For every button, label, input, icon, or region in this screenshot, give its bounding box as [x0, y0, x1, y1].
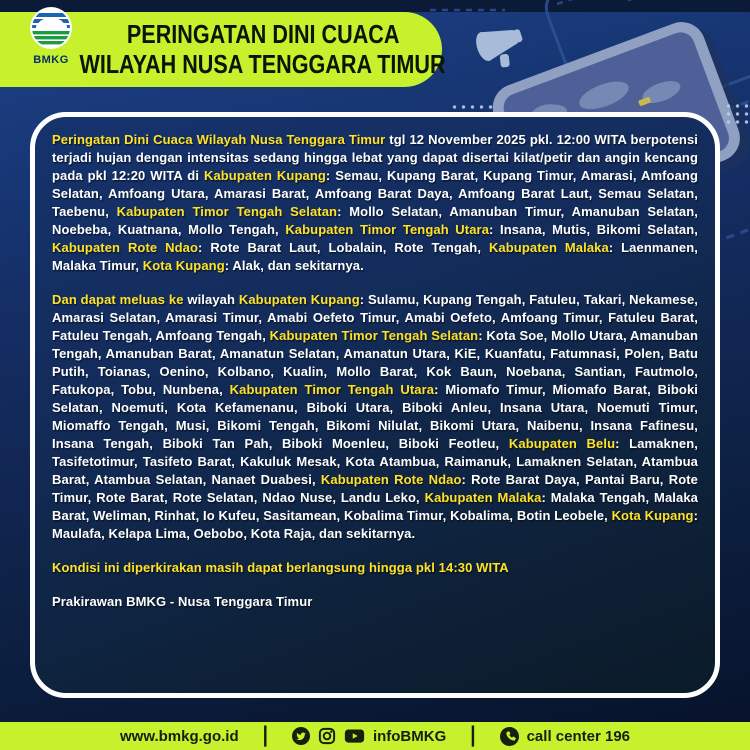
warning-paragraph-expansion: Dan dapat meluas ke wilayah Kabupaten Kupang: Sulamu, Kupang Tengah, Fatuleu, Takari, Nekamese, Amarasi Selatan, Amarasi Timur, Amabi Oefeto Timur, Amabi Oefeto, Amfoang Timur, Fatuleu Barat, Fatuleu Tengah, Amfoang Tengah, Kabupaten Timor Tengah Selatan: Kota Soe, Mollo Utara, Amanuban Tengah, Amanuban Barat, Amanatun Selatan, Amanatun Utara, KiE, Kuanfatu, Fatumnasi, Polen, Batu Putih, Toianas, Oenino, Kolbano, Kualin, Mollo Barat, Kok Baun, Noebana, Santian, Fautmolo, Fatukopa, Tobu, Nunbena, Kabupaten Timor Tengah Utara: Miomafo Timur, Miomafo Barat, Biboki Selatan, Noemuti, Kota Kefamenanu, Biboki Utara, Biboki Anleu, Insana Utara, Noemuti Timur, Miomaffo Tengah, Musi, Bikomi Tengah, Bikomi Nilulat, Bikomi Utara, Naibenu, Insana Fafinesu, Insana Tengah, Biboki Tan Pah, Biboki Moenleu, Biboki Feotleu, Kabupaten Belu: Lamaknen, Tasifetotimur, Tasifeto Barat, Kakuluk Mesak, Kota Atambua, Raimanuk, Lamaknen Selatan, Atambua Barat, Atambua Selatan, Nanaet Duabesi, Kabupaten Rote Ndao: Rote Barat Daya, Pantai Baru, Rote Timur, Rote Barat, Rote Selatan, Ndao Nuse, Landu Leko, Kabupaten Malaka: Malaka Tengah, Malaka Barat, Weliman, Rinhat, Io Kufeu, Sasitamean, Kobalima Timur, Kobalima, Botin Leobele, Kota Kupang: Maulafa, Kelapa Lima, Oebobo, Kota Raja, dan sekitarnya.	[52, 292, 699, 541]
call-center-group	[500, 727, 630, 746]
footer-separator: |	[470, 723, 476, 748]
website-link[interactable]: www.bmkg.go.id	[120, 727, 239, 745]
footer-separator: |	[262, 723, 268, 748]
page-title	[79, 12, 447, 87]
megaphone-icon	[473, 20, 530, 74]
warning-paragraph-current: Peringatan Dini Cuaca Wilayah Nusa Tenggara Timur tgl 12 November 2025 pkl. 12:00 WITA berpotensi terjadi hujan dengan intensitas sedang hingga lebat yang dapat disertai kilat/petir dan angin kencang pada pkl 12:20 WITA di Kabupaten Kupang: Semau, Kupang Barat, Kupang Timur, Amarasi, Amfoang Selatan, Amfoang Utara, Amarasi Barat, Amfoang Barat Daya, Amfoang Barat Laut, Semau Selatan, Taebenu, Kabupaten Timor Tengah Selatan: Mollo Selatan, Amanuban Timur, Amanuban Selatan, Noebeba, Kuatnana, Mollo Tengah, Kabupaten Timor Tengah Utara: Insana, Mutis, Bikomi Selatan, Kabupaten Rote Ndao: Rote Barat Laut, Lobalain, Rote Tengah, Kabupaten Malaka: Laenmanen, Malaka Timur, Kota Kupang: Alak, dan sekitarnya.	[52, 132, 698, 273]
youtube-icon[interactable]	[344, 727, 365, 745]
call-center-label[interactable]: call center 196	[526, 727, 630, 745]
bmkg-logo-label: BMKG	[33, 54, 69, 66]
bmkg-logo	[18, 7, 84, 66]
title-line-2: WILAYAH NUSA TENGGARA TIMUR	[79, 48, 447, 79]
twitter-icon[interactable]	[292, 727, 310, 745]
warning-paragraph-duration: Kondisi ini diperkirakan masih dapat berlangsung hingga pkl 14:30 WITA	[52, 560, 509, 575]
instagram-icon[interactable]	[318, 727, 336, 745]
forecaster-signature: Prakirawan BMKG - Nusa Tenggara Timur	[52, 594, 313, 609]
bmkg-logo-icon	[30, 7, 72, 49]
title-line-1: PERINGATAN DINI CUACA	[126, 19, 400, 50]
social-media-group	[292, 727, 446, 745]
dots-pattern	[724, 102, 750, 128]
phone-icon[interactable]	[500, 727, 519, 746]
footer-bar	[0, 722, 750, 750]
social-handle[interactable]: infoBMKG	[372, 727, 447, 745]
warning-panel	[30, 112, 720, 698]
